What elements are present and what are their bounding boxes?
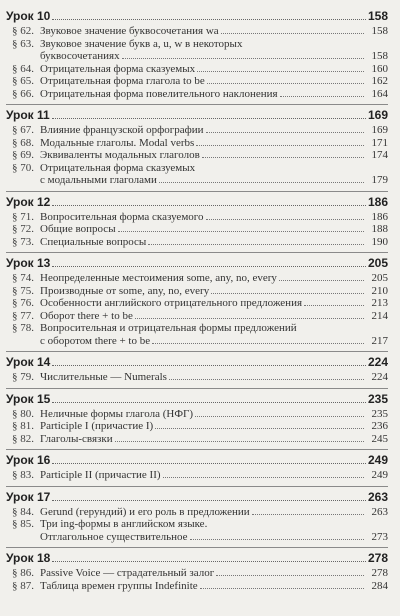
entry-text [40, 580, 388, 593]
entry-line-row [40, 88, 388, 101]
lesson-title: Урок 16 [6, 453, 51, 467]
entry-text [40, 322, 388, 347]
leader-dots [52, 365, 366, 366]
entry-page: 236 [371, 420, 388, 432]
entry-page: 174 [371, 149, 388, 161]
lesson-heading[interactable] [6, 453, 388, 468]
entry-line: Отрицательная форма глагола to be [40, 75, 205, 87]
entry-line-row [40, 506, 388, 519]
entry-line: с оборотом there + to be [40, 334, 151, 347]
toc-entry[interactable] [6, 285, 388, 298]
entry-line-row [40, 25, 388, 38]
toc-entry[interactable] [6, 567, 388, 580]
entry-text [40, 371, 388, 384]
leader-dots [52, 402, 366, 403]
entry-line: с модальными глаголами [40, 174, 157, 186]
toc-entry[interactable] [6, 518, 388, 543]
entry-page: 186 [371, 210, 388, 223]
lesson-heading[interactable] [6, 108, 388, 123]
entry-line-row [40, 174, 388, 187]
leader-dots [207, 83, 364, 84]
entry-line-row [40, 322, 388, 335]
toc-entry[interactable] [6, 408, 388, 421]
entry-line-row [40, 408, 388, 421]
entry-line-row [40, 211, 388, 224]
entry-line: Отрицательная форма сказуемых [40, 62, 196, 75]
section-number: § 85. [12, 518, 34, 530]
entry-line: Три ing-формы в английском языке. [40, 518, 208, 530]
entry-line-row [40, 310, 388, 323]
leader-dots [304, 305, 364, 306]
lesson-page: 263 [367, 489, 388, 504]
toc-entry[interactable] [6, 469, 388, 482]
entry-line: Эквиваленты модальных глаголов [40, 149, 200, 161]
toc-entry[interactable] [6, 272, 388, 285]
leader-dots [122, 58, 364, 59]
leader-dots [52, 205, 366, 206]
lesson-page: 169 [367, 108, 388, 122]
lesson-heading[interactable] [6, 551, 388, 566]
lesson-page: 205 [367, 256, 388, 270]
entry-line: Таблица времен группы Indefinite [40, 579, 198, 592]
toc-entry[interactable] [6, 25, 388, 38]
entry-page: 263 [371, 505, 388, 518]
entry-page: 284 [371, 579, 388, 592]
entry-line-row [40, 38, 388, 51]
section-number: § 63. [12, 37, 34, 50]
entry-line: Числительные — Numerals [40, 371, 167, 383]
lesson-heading[interactable] [6, 9, 388, 24]
entry-line: буквосочетаниях [40, 50, 120, 62]
toc-entry[interactable] [6, 63, 388, 76]
entry-page: 190 [371, 235, 388, 248]
entry-line-row [40, 50, 388, 63]
leader-dots [279, 280, 364, 281]
lesson-section [6, 105, 388, 192]
entry-line: Вопросительная форма сказуемого [40, 210, 204, 223]
entry-line: Неопределенные местоимения some, any, no, every [40, 272, 277, 284]
section-number: § 83. [12, 469, 34, 481]
section-number: § 65. [12, 75, 34, 87]
entry-page: 158 [371, 25, 388, 37]
leader-dots [115, 441, 364, 442]
toc-entry[interactable] [6, 162, 388, 187]
leader-dots [202, 157, 364, 158]
lesson-heading[interactable] [6, 256, 388, 271]
lesson-title: Урок 13 [6, 256, 51, 270]
toc-entry[interactable] [6, 38, 388, 63]
section-number: § 73. [12, 235, 34, 248]
entry-line: Participle I (причастие I) [40, 420, 154, 432]
entry-text [40, 149, 388, 162]
toc-entry[interactable] [6, 297, 388, 310]
lesson-section [6, 389, 388, 451]
entry-text [40, 506, 388, 519]
toc-entry[interactable] [6, 371, 388, 384]
lesson-page: 158 [367, 9, 388, 23]
lesson-page: 224 [367, 355, 388, 369]
entry-line-row [40, 433, 388, 446]
lesson-title: Урок 14 [6, 355, 51, 369]
entry-page: 160 [371, 62, 388, 75]
lesson-title: Урок 17 [6, 489, 51, 504]
entry-line: Общие вопросы [40, 223, 116, 235]
entry-text [40, 162, 388, 187]
toc-entry[interactable] [6, 506, 388, 519]
entry-line: Глаголы-связки [40, 432, 113, 445]
toc-entry[interactable] [6, 322, 388, 347]
entry-line-row [40, 518, 388, 531]
lesson-heading[interactable] [6, 355, 388, 370]
entry-text [40, 297, 388, 310]
lesson-heading[interactable] [6, 392, 388, 407]
leader-dots [190, 539, 364, 540]
entry-line: Неличные формы глагола (НФГ) [40, 407, 194, 420]
leader-dots [197, 71, 364, 72]
entry-line: Звуковое значение букв a, u, w в некоторых [40, 37, 243, 50]
entry-text [40, 223, 388, 236]
entry-page: 278 [371, 567, 388, 579]
entry-line: Модальные глаголы. Modal verbs [40, 136, 195, 149]
entry-page: 249 [371, 469, 388, 481]
entry-page: 210 [371, 284, 388, 297]
section-number: § 79. [12, 371, 34, 383]
leader-dots [252, 514, 364, 515]
entry-page: 224 [371, 371, 388, 383]
leader-dots [169, 379, 364, 380]
leader-dots [211, 293, 364, 294]
entry-text [40, 272, 388, 285]
toc-entry[interactable] [6, 236, 388, 249]
entry-text [40, 518, 388, 543]
entry-line: Особенности английского отрицательного предложения [40, 297, 303, 309]
entry-page: 213 [371, 297, 388, 309]
lesson-section [6, 253, 388, 352]
entry-line-row [40, 162, 388, 175]
entry-text [40, 236, 388, 249]
lesson-section [6, 6, 388, 105]
section-number: § 78. [12, 322, 34, 334]
entry-page: 179 [371, 174, 388, 186]
entry-line-row [40, 531, 388, 544]
entry-text [40, 310, 388, 323]
lesson-title: Урок 12 [6, 194, 51, 209]
entry-page: 188 [371, 223, 388, 235]
leader-dots [221, 33, 364, 34]
entry-text [40, 137, 388, 150]
leader-dots [163, 477, 364, 478]
entry-line-row [40, 297, 388, 310]
lesson-page: 235 [367, 391, 388, 406]
entry-line-row [40, 149, 388, 162]
lesson-page: 186 [367, 194, 388, 209]
entry-line-row [40, 75, 388, 88]
section-number: § 70. [12, 161, 34, 174]
entry-line-row [40, 420, 388, 433]
leader-dots [52, 561, 366, 562]
section-number: § 87. [12, 579, 34, 592]
toc-entry[interactable] [6, 580, 388, 593]
entry-line-row [40, 469, 388, 482]
lesson-section [6, 487, 388, 549]
entry-line: Специальные вопросы [40, 235, 147, 248]
entry-line-row [40, 236, 388, 249]
section-number: § 67. [12, 124, 34, 136]
entry-text [40, 124, 388, 137]
section-number: § 82. [12, 432, 34, 445]
lesson-heading[interactable] [6, 195, 388, 210]
entry-text [40, 38, 388, 63]
lesson-heading[interactable] [6, 490, 388, 505]
lesson-page: 249 [367, 453, 388, 467]
leader-dots [148, 244, 364, 245]
lesson-page: 278 [367, 551, 388, 565]
toc-entry[interactable] [6, 420, 388, 433]
section-number: § 72. [12, 223, 34, 235]
entry-text [40, 408, 388, 421]
leader-dots [118, 231, 364, 232]
lesson-section [6, 450, 388, 487]
entry-line: Participle II (причастие II) [40, 469, 161, 481]
lesson-title: Урок 15 [6, 391, 51, 406]
leader-dots [135, 318, 364, 319]
entry-page: 164 [371, 87, 388, 100]
lesson-title: Урок 10 [6, 9, 51, 23]
leader-dots [52, 19, 366, 20]
toc-entry[interactable] [6, 149, 388, 162]
toc-entry[interactable] [6, 211, 388, 224]
entry-text [40, 88, 388, 101]
leader-dots [216, 575, 364, 576]
section-number: § 62. [12, 25, 34, 37]
entry-line-row [40, 124, 388, 137]
section-number: § 68. [12, 136, 34, 149]
section-number: § 71. [12, 210, 34, 223]
lesson-title: Урок 11 [6, 108, 50, 122]
entry-line: Производные от some, any, no, every [40, 284, 210, 297]
entry-line-row [40, 567, 388, 580]
section-number: § 66. [12, 87, 34, 100]
entry-line: Отглагольное существительное [40, 530, 188, 543]
entry-line: Оборот there + to be [40, 309, 133, 322]
leader-dots [206, 219, 364, 220]
leader-dots [196, 145, 364, 146]
entry-text [40, 211, 388, 224]
entry-page: 245 [371, 432, 388, 445]
entry-page: 171 [371, 136, 388, 149]
entry-page: 217 [371, 334, 388, 347]
entry-line: Влияние французской орфографии [40, 124, 204, 136]
section-number: § 86. [12, 567, 34, 579]
toc-entry[interactable] [6, 88, 388, 101]
entry-text [40, 63, 388, 76]
leader-dots [200, 588, 364, 589]
section-number: § 69. [12, 149, 34, 161]
entry-line: Gerund (герундий) и его роль в предложении [40, 505, 250, 518]
entry-line: Отрицательная форма сказуемых [40, 161, 196, 174]
section-number: § 77. [12, 309, 34, 322]
lesson-section [6, 192, 388, 254]
toc-entry[interactable] [6, 310, 388, 323]
lesson-title: Урок 18 [6, 551, 51, 565]
toc-entry[interactable] [6, 75, 388, 88]
entry-line-row [40, 63, 388, 76]
leader-dots [52, 463, 366, 464]
leader-dots [52, 118, 366, 119]
lesson-section [6, 548, 388, 596]
entry-text [40, 433, 388, 446]
toc-entry[interactable] [6, 124, 388, 137]
entry-page: 158 [371, 50, 388, 62]
leader-dots [206, 132, 364, 133]
entry-page: 205 [371, 272, 388, 284]
entry-line: Passive Voice — страдательный залог [40, 567, 215, 579]
leader-dots [195, 416, 364, 417]
section-number: § 75. [12, 284, 34, 297]
entry-line: Вопросительная и отрицательная формы предложений [40, 322, 297, 334]
entry-line-row [40, 272, 388, 285]
section-number: § 80. [12, 407, 34, 420]
entry-page: 162 [371, 75, 388, 87]
entry-text [40, 25, 388, 38]
leader-dots [159, 182, 364, 183]
lesson-section [6, 352, 388, 389]
toc-entry[interactable] [6, 433, 388, 446]
entry-text [40, 567, 388, 580]
section-number: § 84. [12, 505, 34, 518]
section-number: § 76. [12, 297, 34, 309]
entry-page: 273 [371, 530, 388, 543]
entry-line-row [40, 371, 388, 384]
entry-line: Отрицательная форма повелительного наклонения [40, 87, 278, 100]
entry-line-row [40, 335, 388, 348]
entry-text [40, 469, 388, 482]
entry-line-row [40, 285, 388, 298]
entry-text [40, 285, 388, 298]
entry-page: 214 [371, 309, 388, 322]
entry-page: 169 [371, 124, 388, 136]
entry-line-row [40, 580, 388, 593]
section-number: § 81. [12, 420, 34, 432]
entry-line: Звуковое значение буквосочетания wa [40, 25, 219, 37]
leader-dots [152, 343, 364, 344]
leader-dots [280, 96, 364, 97]
entry-line-row [40, 223, 388, 236]
toc-entry[interactable] [6, 223, 388, 236]
leader-dots [52, 500, 366, 501]
section-number: § 64. [12, 62, 34, 75]
leader-dots [52, 266, 366, 267]
entry-text [40, 420, 388, 433]
toc-entry[interactable] [6, 137, 388, 150]
entry-line-row [40, 137, 388, 150]
section-number: § 74. [12, 272, 34, 284]
entry-page: 235 [371, 407, 388, 420]
entry-text [40, 75, 388, 88]
leader-dots [155, 428, 364, 429]
